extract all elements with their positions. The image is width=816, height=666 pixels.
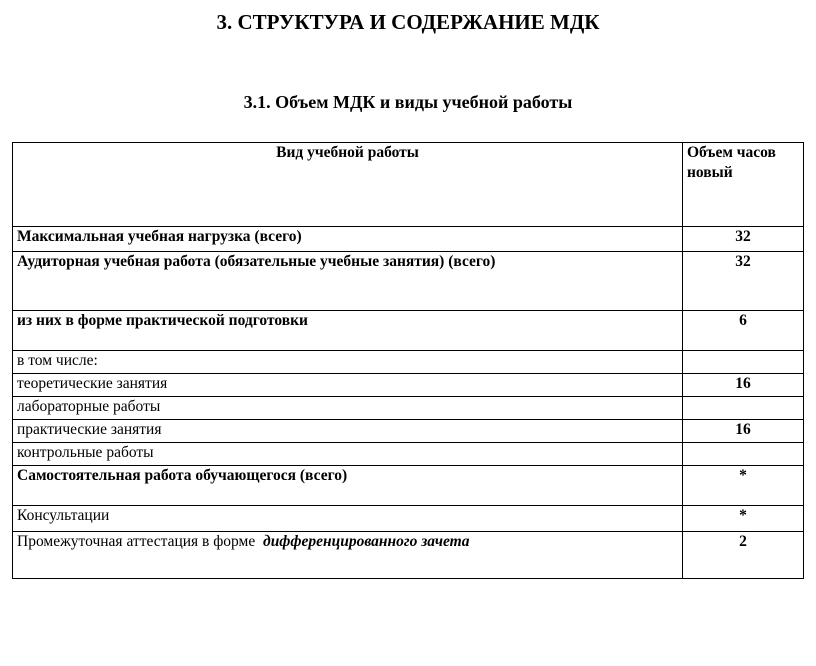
table-row <box>13 351 804 374</box>
row-value: 6 <box>683 311 804 351</box>
row-label: теоретические занятия <box>13 374 683 397</box>
row-value: 32 <box>683 252 804 311</box>
table-row <box>13 506 804 532</box>
table-row <box>13 420 804 443</box>
row-label: Максимальная учебная нагрузка (всего) <box>13 227 683 252</box>
row-value: 16 <box>683 420 804 443</box>
subsection-title: 3.1. Объем МДК и виды учебной работы <box>243 92 573 112</box>
row-label-with-emphasis <box>13 532 683 579</box>
section-title: 3. СТРУКТУРА И СОДЕРЖАНИЕ МДК <box>216 10 600 34</box>
row-label: Консультации <box>13 506 683 532</box>
row-value: 32 <box>683 227 804 252</box>
row-label: лабораторные работы <box>13 397 683 420</box>
row-label: Аудиторная учебная работа (обязательные учебные занятия) (всего) <box>13 252 683 311</box>
row-label: контрольные работы <box>13 443 683 466</box>
table-row <box>13 532 804 579</box>
table-row <box>13 227 804 252</box>
header-activity: Вид учебной работы <box>13 143 683 227</box>
table-row <box>13 397 804 420</box>
row-label-emphasis: дифференцированного зачета <box>263 533 470 550</box>
table-row <box>13 443 804 466</box>
table-header-row <box>13 143 804 227</box>
row-label: в том числе: <box>13 351 683 374</box>
row-value: 2 <box>683 532 804 579</box>
row-label: практические занятия <box>13 420 683 443</box>
table-row <box>13 311 804 351</box>
row-value: 16 <box>683 374 804 397</box>
row-value: * <box>683 466 804 506</box>
table-row <box>13 252 804 311</box>
header-hours: Объем часов новый <box>683 143 804 227</box>
table-row <box>13 466 804 506</box>
row-label: Самостоятельная работа обучающегося (всего) <box>13 466 683 506</box>
row-value <box>683 351 804 374</box>
row-label: из них в форме практической подготовки <box>13 311 683 351</box>
row-value <box>683 443 804 466</box>
row-label: Промежуточная аттестация в форме <box>17 533 256 550</box>
table-row <box>13 374 804 397</box>
row-value: * <box>683 506 804 532</box>
row-value <box>683 397 804 420</box>
workload-table <box>12 142 804 579</box>
